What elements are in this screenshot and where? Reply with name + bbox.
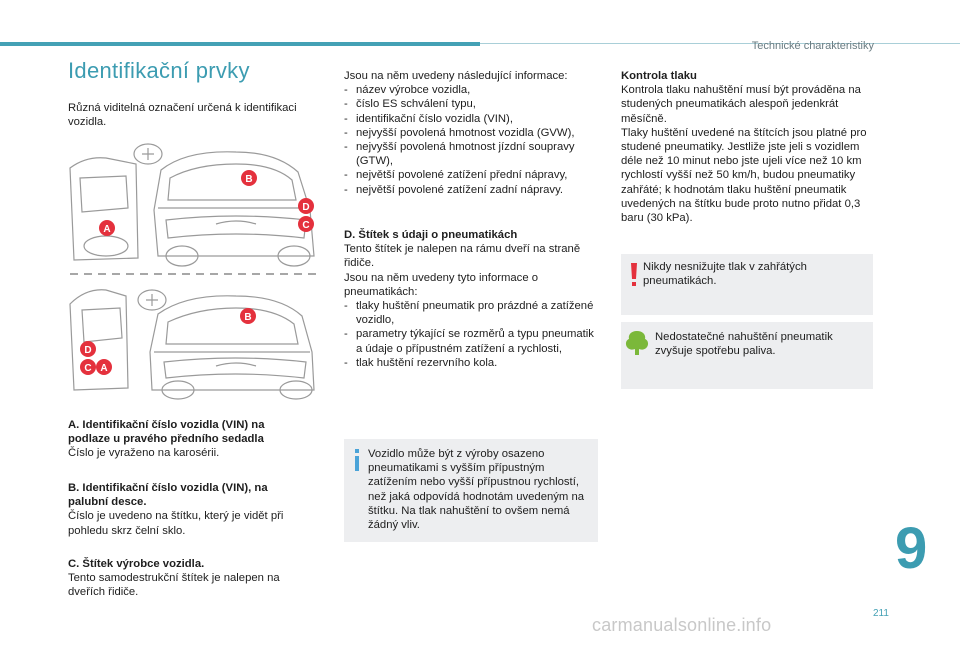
item-b	[68, 481, 308, 538]
item-d-text-2: Jsou na něm uvedeny tyto informace o pneumatikách:	[344, 271, 539, 298]
item-d	[344, 228, 600, 370]
list-item: - tlaky huštění pneumatik pro prázdné a zatížené vozidlo,	[344, 299, 600, 327]
running-header: Technické charakteristiky	[751, 40, 874, 52]
list-item: - tlak huštění rezervního kola.	[344, 356, 600, 370]
marker-a-bottom: A	[100, 363, 108, 374]
eco-note	[621, 322, 873, 389]
watermark: carmanualsonline.info	[592, 615, 772, 635]
list-item: - identifikační číslo vozidla (VIN),	[344, 112, 600, 126]
marker-b-bottom: B	[244, 312, 252, 323]
item-c-text: Tento samodestrukční štítek je nalepen na dveřích řidiče.	[68, 572, 280, 599]
item-d-heading: D. Štítek s údaji o pneumatikách	[344, 229, 518, 241]
item-c	[68, 557, 308, 600]
info-list	[344, 83, 600, 197]
marker-group-top	[99, 170, 314, 236]
warning-icon	[630, 263, 638, 287]
marker-b-top: B	[245, 174, 253, 185]
item-b-text: Číslo je uvedeno na štítku, který je vidět při pohledu skrz čelní sklo.	[68, 510, 284, 537]
eco-note-text: Nedostatečné nahuštění pneumatik zvyšuje spotřebu paliva.	[655, 331, 833, 358]
header-rule	[480, 43, 960, 44]
pressure-text-2: Tlaky huštění uvedené na štítcích jsou platné pro studené pneumatiky. Jestliže jste jeli s vozidlem déle než 10 minut nebo jste ujeli více než 10 km rychlostí vyšší než 50 km/h, budou pneumatiky zahřáté; k hodnotám tlaku huštění pneumatik uvedených na štítku bude proto nutno přidat 0,3 baru (30 kPa).	[621, 126, 867, 225]
page-title: Identifikační prvky	[68, 58, 250, 83]
warning-note-text: Nikdy nesnižujte tlak v zahřátých pneumatikách.	[643, 261, 807, 288]
pressure-section	[621, 69, 877, 225]
item-b-heading: B. Identifikační číslo vozidla (VIN), na palubní desce.	[68, 482, 268, 509]
marker-d-top: D	[302, 202, 310, 213]
list-item: - největší povolené zatížení přední nápravy,	[344, 168, 600, 182]
warning-note	[621, 254, 873, 315]
pressure-text-1: Kontrola tlaku nahuštění musí být prováděna na studených pneumatikách alespoň jedenkrát měsíčně.	[621, 84, 861, 125]
marker-c-bottom: C	[84, 363, 92, 374]
item-d-text-1: Tento štítek je nalepen na rámu dveří na straně řidiče.	[344, 243, 581, 270]
list-item: - nejvyšší povolená hmotnost vozidla (GVW),	[344, 126, 600, 140]
vehicle-plate-info	[344, 69, 600, 197]
marker-group-bottom	[80, 308, 256, 375]
info-note-text: Vozidlo může být z výroby osazeno pneumatikami s vyšším přípustným zatížením nebo vyšší přípustnou rychlostí, než jaká odpovídá hodnotám uvedeným na štítku. Na tlak nahuštění to ovšem nemá žádný vliv.	[368, 448, 585, 532]
pressure-heading: Kontrola tlaku	[621, 70, 697, 82]
page-number: 211	[873, 608, 889, 619]
list-item: - číslo ES schválení typu,	[344, 97, 600, 111]
marker-a-top: A	[103, 224, 111, 235]
tree-icon	[625, 330, 649, 356]
list-item: - nejvyšší povolená hmotnost jízdní soupravy (GTW),	[344, 140, 600, 168]
item-a	[68, 418, 308, 461]
item-a-text: Číslo je vyraženo na karosérii.	[68, 447, 220, 460]
info-intro: Jsou na něm uvedeny následující informace:	[344, 70, 568, 82]
list-item: - název výrobce vozidla,	[344, 83, 600, 97]
intro-text: Různá viditelná označení určená k identifikaci vozidla.	[68, 102, 297, 129]
chapter-number: 9	[895, 516, 928, 581]
header-accent-bar	[0, 42, 480, 46]
marker-d-bottom: D	[84, 345, 92, 356]
vehicle-identification-illustration	[66, 138, 326, 406]
info-icon	[352, 449, 362, 471]
info-note	[344, 439, 598, 542]
item-c-heading: C. Štítek výrobce vozidla.	[68, 558, 205, 570]
list-item: - parametry týkající se rozměrů a typu pneumatik a údaje o přípustném zatížení a rychlosti,	[344, 327, 600, 355]
marker-c-top: C	[302, 220, 310, 231]
list-item: - největší povolené zatížení zadní nápravy.	[344, 183, 600, 197]
tyre-info-list	[344, 299, 600, 370]
item-a-heading: A. Identifikační číslo vozidla (VIN) na podlaze u pravého předního sedadla	[68, 419, 265, 446]
